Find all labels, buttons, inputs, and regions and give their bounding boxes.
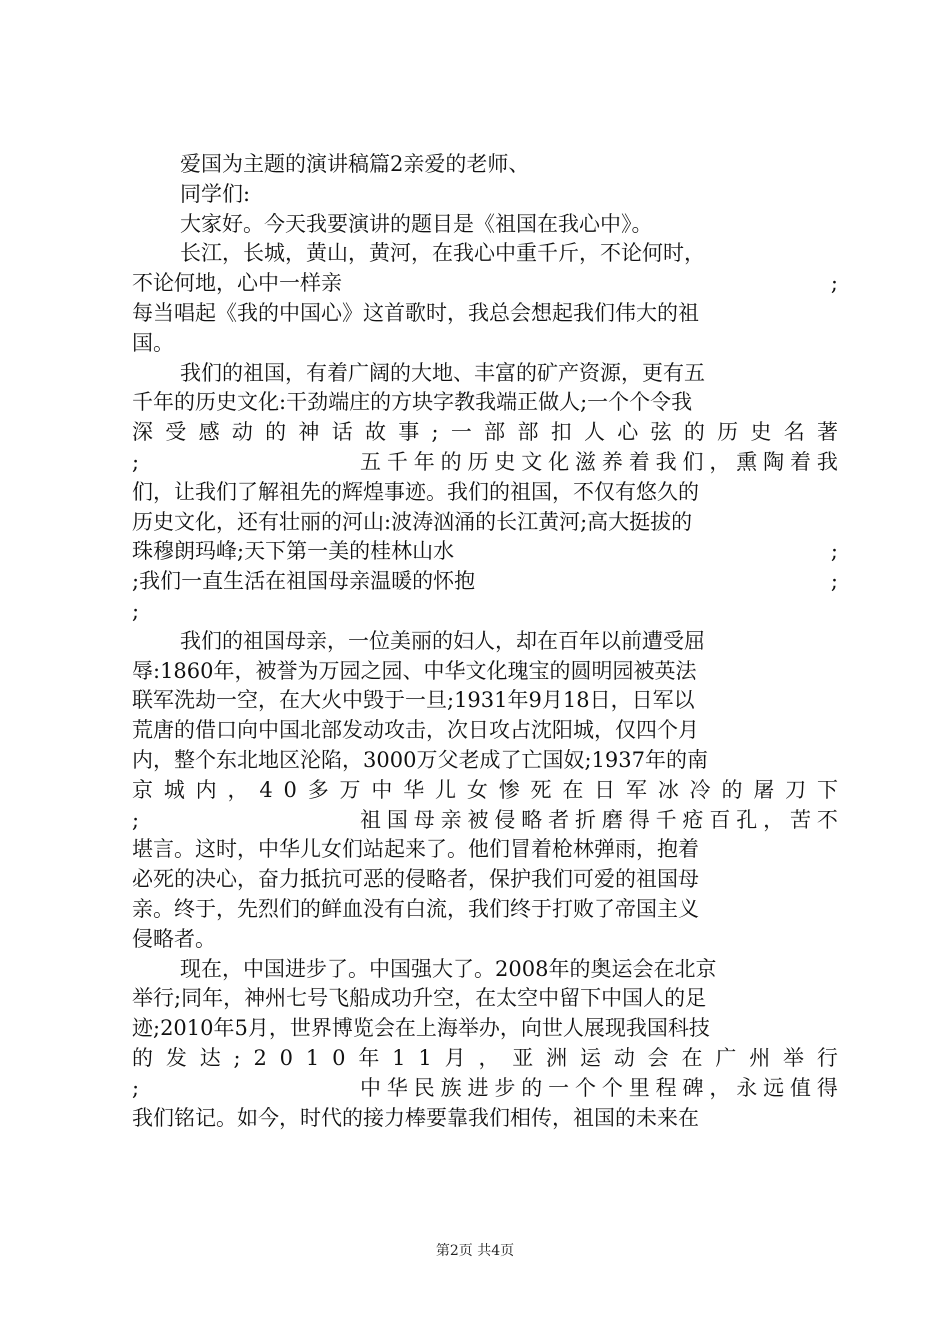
text-line: 辱:1860年，被誉为万园之园、中华文化瑰宝的圆明园被英法 (132, 658, 697, 683)
text-line: 堪言。这时，中华儿女们站起来了。他们冒着枪林弹雨，抱着 (132, 837, 699, 862)
text-line: 的 发 达 ; 2 0 1 0 年 1 1 月 ， 亚 洲 运 动 会 在 广 州 举 行 (132, 1045, 838, 1070)
text-line: 国。 (132, 330, 174, 355)
text-line: 亲。终于，先烈们的鲜血没有白流，我们终于打败了帝国主义 (132, 896, 699, 921)
speech-body (132, 150, 838, 1133)
text-line (132, 269, 838, 299)
line-tail: ; (830, 569, 838, 594)
text-line: 我们的祖国，有着广阔的大地、丰富的矿产资源，更有五 (180, 360, 705, 385)
text-line: 必死的决心，奋力抵抗可恶的侵略者，保护我们可爱的祖国母 (132, 867, 699, 892)
text-line: 深 受 感 动 的 神 话 故 事 ; 一 部 部 扣 人 心 弦 的 历 史 名 著 (132, 420, 838, 445)
text-line: 爱国为主题的演讲稿篇2亲爱的老师、 (180, 152, 530, 176)
line-text: 珠穆朗玛峰;天下第一美的桂林山水 (132, 539, 455, 564)
line-text: 五 千 年 的 历 史 文 化 滋 养 着 我 们 ， 熏 陶 着 我 (360, 449, 838, 474)
line-tail: ; (830, 271, 838, 296)
text-line: 内，整个东北地区沦陷，3000万父老成了亡国奴;1937年的南 (132, 747, 708, 772)
text-line: 荒唐的借口向中国北部发动攻击，次日攻占沈阳城，仅四个月 (132, 718, 699, 743)
page-footer: 第2页 共4页 (435, 1243, 515, 1259)
text-line: 长江，长城，黄山，黄河，在我心中重千斤，不论何时， (180, 241, 705, 266)
line-text: 中 华 民 族 进 步 的 一 个 个 里 程 碑 ， 永 远 值 得 (360, 1075, 838, 1100)
line-lead: ; (132, 1075, 140, 1100)
text-line: 京 城 内 ， 4 0 多 万 中 华 儿 女 惨 死 在 日 军 冰 冷 的 屠 刀 下 (132, 777, 838, 802)
text-line (132, 448, 838, 478)
text-line: 们，让我们了解祖先的辉煌事迹。我们的祖国，不仅有悠久的 (132, 479, 699, 504)
text-line: 历史文化，还有壮丽的河山:波涛汹涌的长江黄河;高大挺拔的 (132, 509, 693, 534)
text-line: 大家好。今天我要演讲的题目是《祖国在我心中》。 (180, 211, 653, 236)
text-line: 联军洗劫一空，在大火中毁于一旦;1931年9月18日，日军以 (132, 688, 695, 713)
line-text: ;我们一直生活在祖国母亲温暖的怀抱 (132, 569, 476, 594)
line-text: 祖 国 母 亲 被 侵 略 者 折 磨 得 千 疮 百 孔 ， 苦 不 (360, 807, 838, 832)
text-line: 我们铭记。如今，时代的接力棒要靠我们相传，祖国的未来在 (132, 1105, 699, 1130)
text-line (132, 537, 838, 567)
text-line: 迹;2010年5月，世界博览会在上海举办，向世人展现我国科技 (132, 1016, 710, 1041)
text-line: 同学们: (180, 181, 251, 206)
text-line: ; (132, 598, 140, 623)
line-lead: ; (132, 807, 140, 832)
text-line: 现在，中国进步了。中国强大了。2008年的奥运会在北京 (180, 956, 717, 981)
text-line (132, 567, 838, 597)
line-tail: ; (830, 539, 838, 564)
line-lead: ; (132, 449, 140, 474)
text-line (132, 806, 838, 836)
text-line (132, 1074, 838, 1104)
text-line: 举行;同年，神州七号飞船成功升空，在太空中留下中国人的足 (132, 986, 707, 1011)
text-line: 我们的祖国母亲，一位美丽的妇人，却在百年以前遭受屈 (180, 628, 705, 653)
text-line: 每当唱起《我的中国心》这首歌时，我总会想起我们伟大的祖 (132, 300, 699, 325)
text-line: 千年的历史文化:干劲端庄的方块字教我端正做人;一个个令我 (132, 390, 693, 415)
text-line: 侵略者。 (132, 926, 216, 951)
line-text: 不论何地，心中一样亲 (132, 271, 342, 296)
